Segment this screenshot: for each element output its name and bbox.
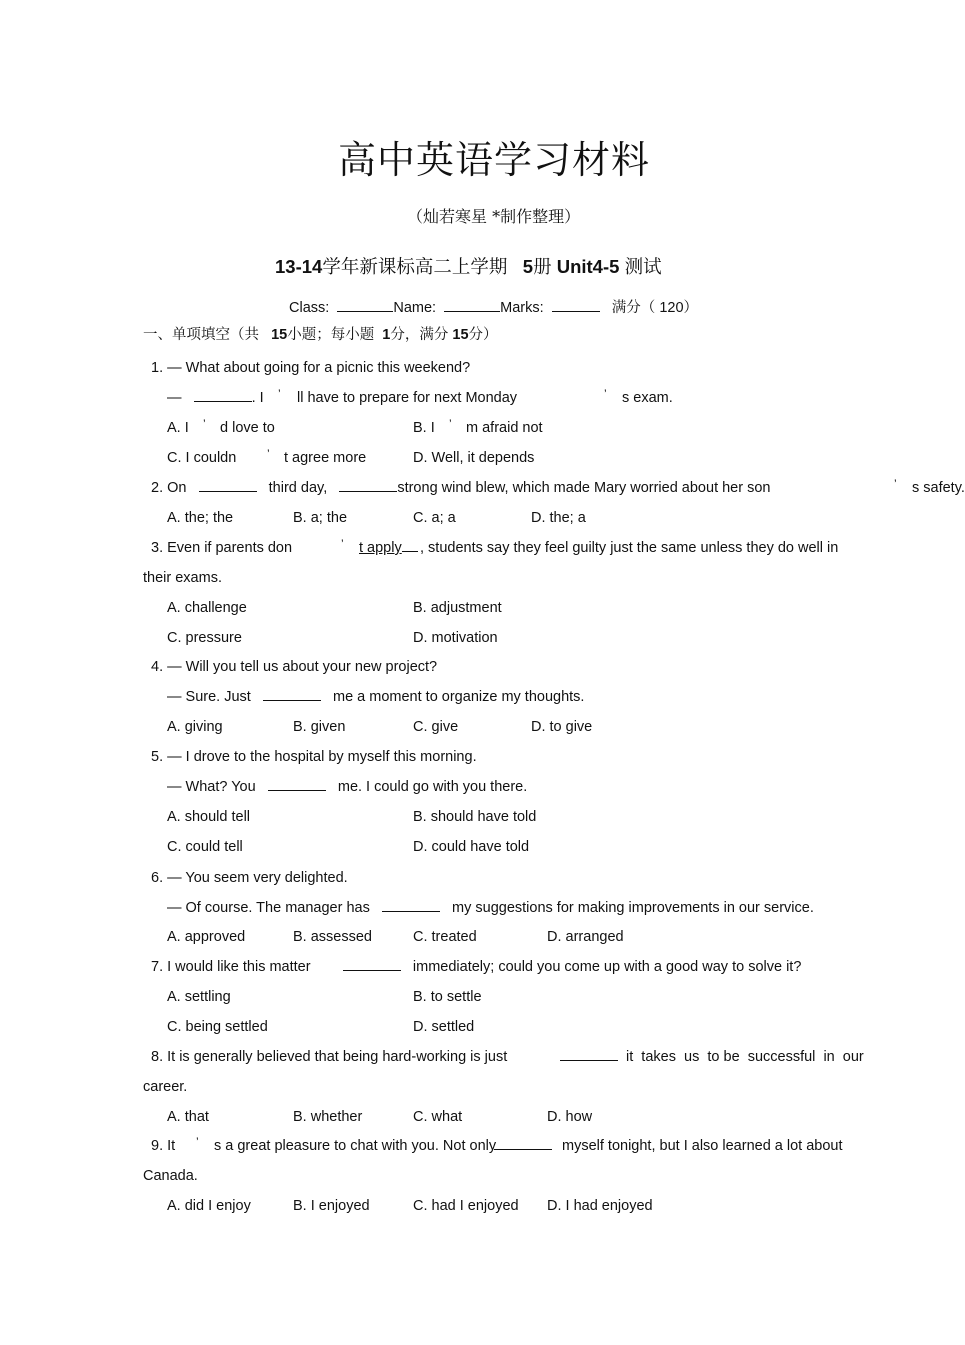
apostrophe: ’ — [604, 387, 607, 401]
question-1-reply-text: ll have to prepare for next Monday — [297, 390, 518, 406]
q7-option-d: D. settled — [413, 1019, 475, 1035]
question-4-stem: 4. — Will you tell us about your new project? — [151, 659, 438, 675]
q8-option-a: A. that — [167, 1109, 209, 1125]
q1-option-a-text: d love to — [220, 420, 275, 436]
question-8-stem-start: 8. It is generally believed that being hard-working is just — [151, 1049, 508, 1065]
q1-option-a: A. I — [167, 420, 189, 436]
question-1-stem: 1. — What about going for a picnic this weekend? — [151, 360, 471, 376]
q7-option-c: C. being settled — [167, 1019, 268, 1035]
question-5-stem: 5. — I drove to the hospital by myself this morning. — [151, 749, 477, 765]
question-7-stem: 7. I would like this matter immediately; could you come up with a good way to solve it? — [151, 959, 802, 975]
apostrophe: ’ — [203, 417, 206, 431]
q4-option-b: B. given — [293, 719, 346, 735]
q3-option-b: B. adjustment — [413, 600, 502, 616]
question-8-stem-line2: career. — [143, 1079, 188, 1095]
question-8-stem-end: it takes us to be successful in our — [626, 1049, 864, 1065]
question-1-reply-end: s exam. — [622, 390, 673, 406]
question-8-blank — [560, 1050, 618, 1065]
q8-option-d: D. how — [547, 1109, 593, 1125]
question-3-stem-start: 3. Even if parents don — [151, 540, 293, 556]
q9-option-d: D. I had enjoyed — [547, 1198, 653, 1214]
question-5-reply: — What? You me. I could go with you there. — [167, 779, 528, 795]
question-3-stem-line2: their exams. — [143, 570, 222, 586]
q8-option-b: B. whether — [293, 1109, 363, 1125]
q1-option-b: B. I — [413, 420, 435, 436]
question-3-stem-end: , students say they feel guilty just the same unless they do well in — [420, 540, 839, 556]
q5-option-d: D. could have told — [413, 839, 530, 855]
q8-option-c: C. what — [413, 1109, 463, 1125]
question-9-stem-end: myself tonight, but I also learned a lot about — [562, 1138, 843, 1154]
question-9-stem-line2: Canada. — [143, 1168, 198, 1184]
apostrophe: ’ — [449, 417, 452, 431]
apostrophe: ’ — [894, 477, 897, 491]
q1-option-c-text: t agree more — [284, 450, 367, 466]
question-6-stem: 6. — You seem very delighted. — [151, 870, 348, 886]
test-heading: 13-14学年新课标高二上学期 5册 Unit4-5 测试 — [275, 256, 662, 277]
q5-option-a: A. should tell — [167, 809, 251, 825]
q3-option-c: C. pressure — [167, 630, 242, 646]
section-heading: 一、单项填空（共 15小题；每小题 1分，满分 15分） — [143, 327, 498, 343]
question-9-stem-start: 9. It — [151, 1138, 176, 1154]
question-9-stem-mid: s a great pleasure to chat with you. Not only — [214, 1138, 497, 1154]
question-6-reply: — Of course. The manager has my suggestions for making improvements in our service. — [167, 900, 814, 916]
q2-option-c: C. a; a — [413, 510, 456, 526]
page-subtitle: （灿若寒星 *制作整理） — [407, 207, 581, 226]
q6-option-b: B. assessed — [293, 929, 372, 945]
question-9-blank — [494, 1139, 552, 1154]
q3-option-a: A. challenge — [167, 600, 247, 616]
question-4-reply: — Sure. Just me a moment to organize my thoughts. — [167, 689, 585, 705]
q3-option-d: D. motivation — [413, 630, 498, 646]
question-3-stem-blank: t apply — [359, 541, 418, 556]
q4-option-d: D. to give — [531, 719, 593, 735]
q4-option-c: C. give — [413, 719, 459, 735]
apostrophe: ’ — [267, 447, 270, 461]
student-info-line: Class: Name: Marks: 满分（ 120） — [289, 300, 699, 316]
question-2-end: s safety. — [912, 480, 965, 496]
question-2-stem: 2. On third day, strong wind blew, which made Mary worried about her son — [151, 480, 771, 496]
q6-option-a: A. approved — [167, 929, 246, 945]
q1-option-b-text: m afraid not — [466, 420, 543, 436]
q6-option-c: C. treated — [413, 929, 477, 945]
q9-option-a: A. did I enjoy — [167, 1198, 251, 1214]
apostrophe: ’ — [196, 1135, 199, 1149]
apostrophe: ’ — [341, 537, 344, 551]
q2-option-a: A. the; the — [167, 510, 234, 526]
q7-option-b: B. to settle — [413, 989, 482, 1005]
q9-option-b: B. I enjoyed — [293, 1198, 370, 1214]
q2-option-b: B. a; the — [293, 510, 348, 526]
q9-option-c: C. had I enjoyed — [413, 1198, 519, 1214]
q4-option-a: A. giving — [167, 719, 223, 735]
q5-option-c: C. could tell — [167, 839, 243, 855]
q7-option-a: A. settling — [167, 989, 231, 1005]
question-1-reply: — . I — [167, 390, 264, 406]
q5-option-b: B. should have told — [413, 809, 537, 825]
q1-option-d: D. Well, it depends — [413, 450, 535, 466]
q1-option-c: C. I couldn — [167, 450, 237, 466]
apostrophe: ’ — [278, 387, 281, 401]
q6-option-d: D. arranged — [547, 929, 624, 945]
q2-option-d: D. the; a — [531, 510, 586, 526]
page-title: 高中英语学习材料 — [338, 138, 651, 182]
